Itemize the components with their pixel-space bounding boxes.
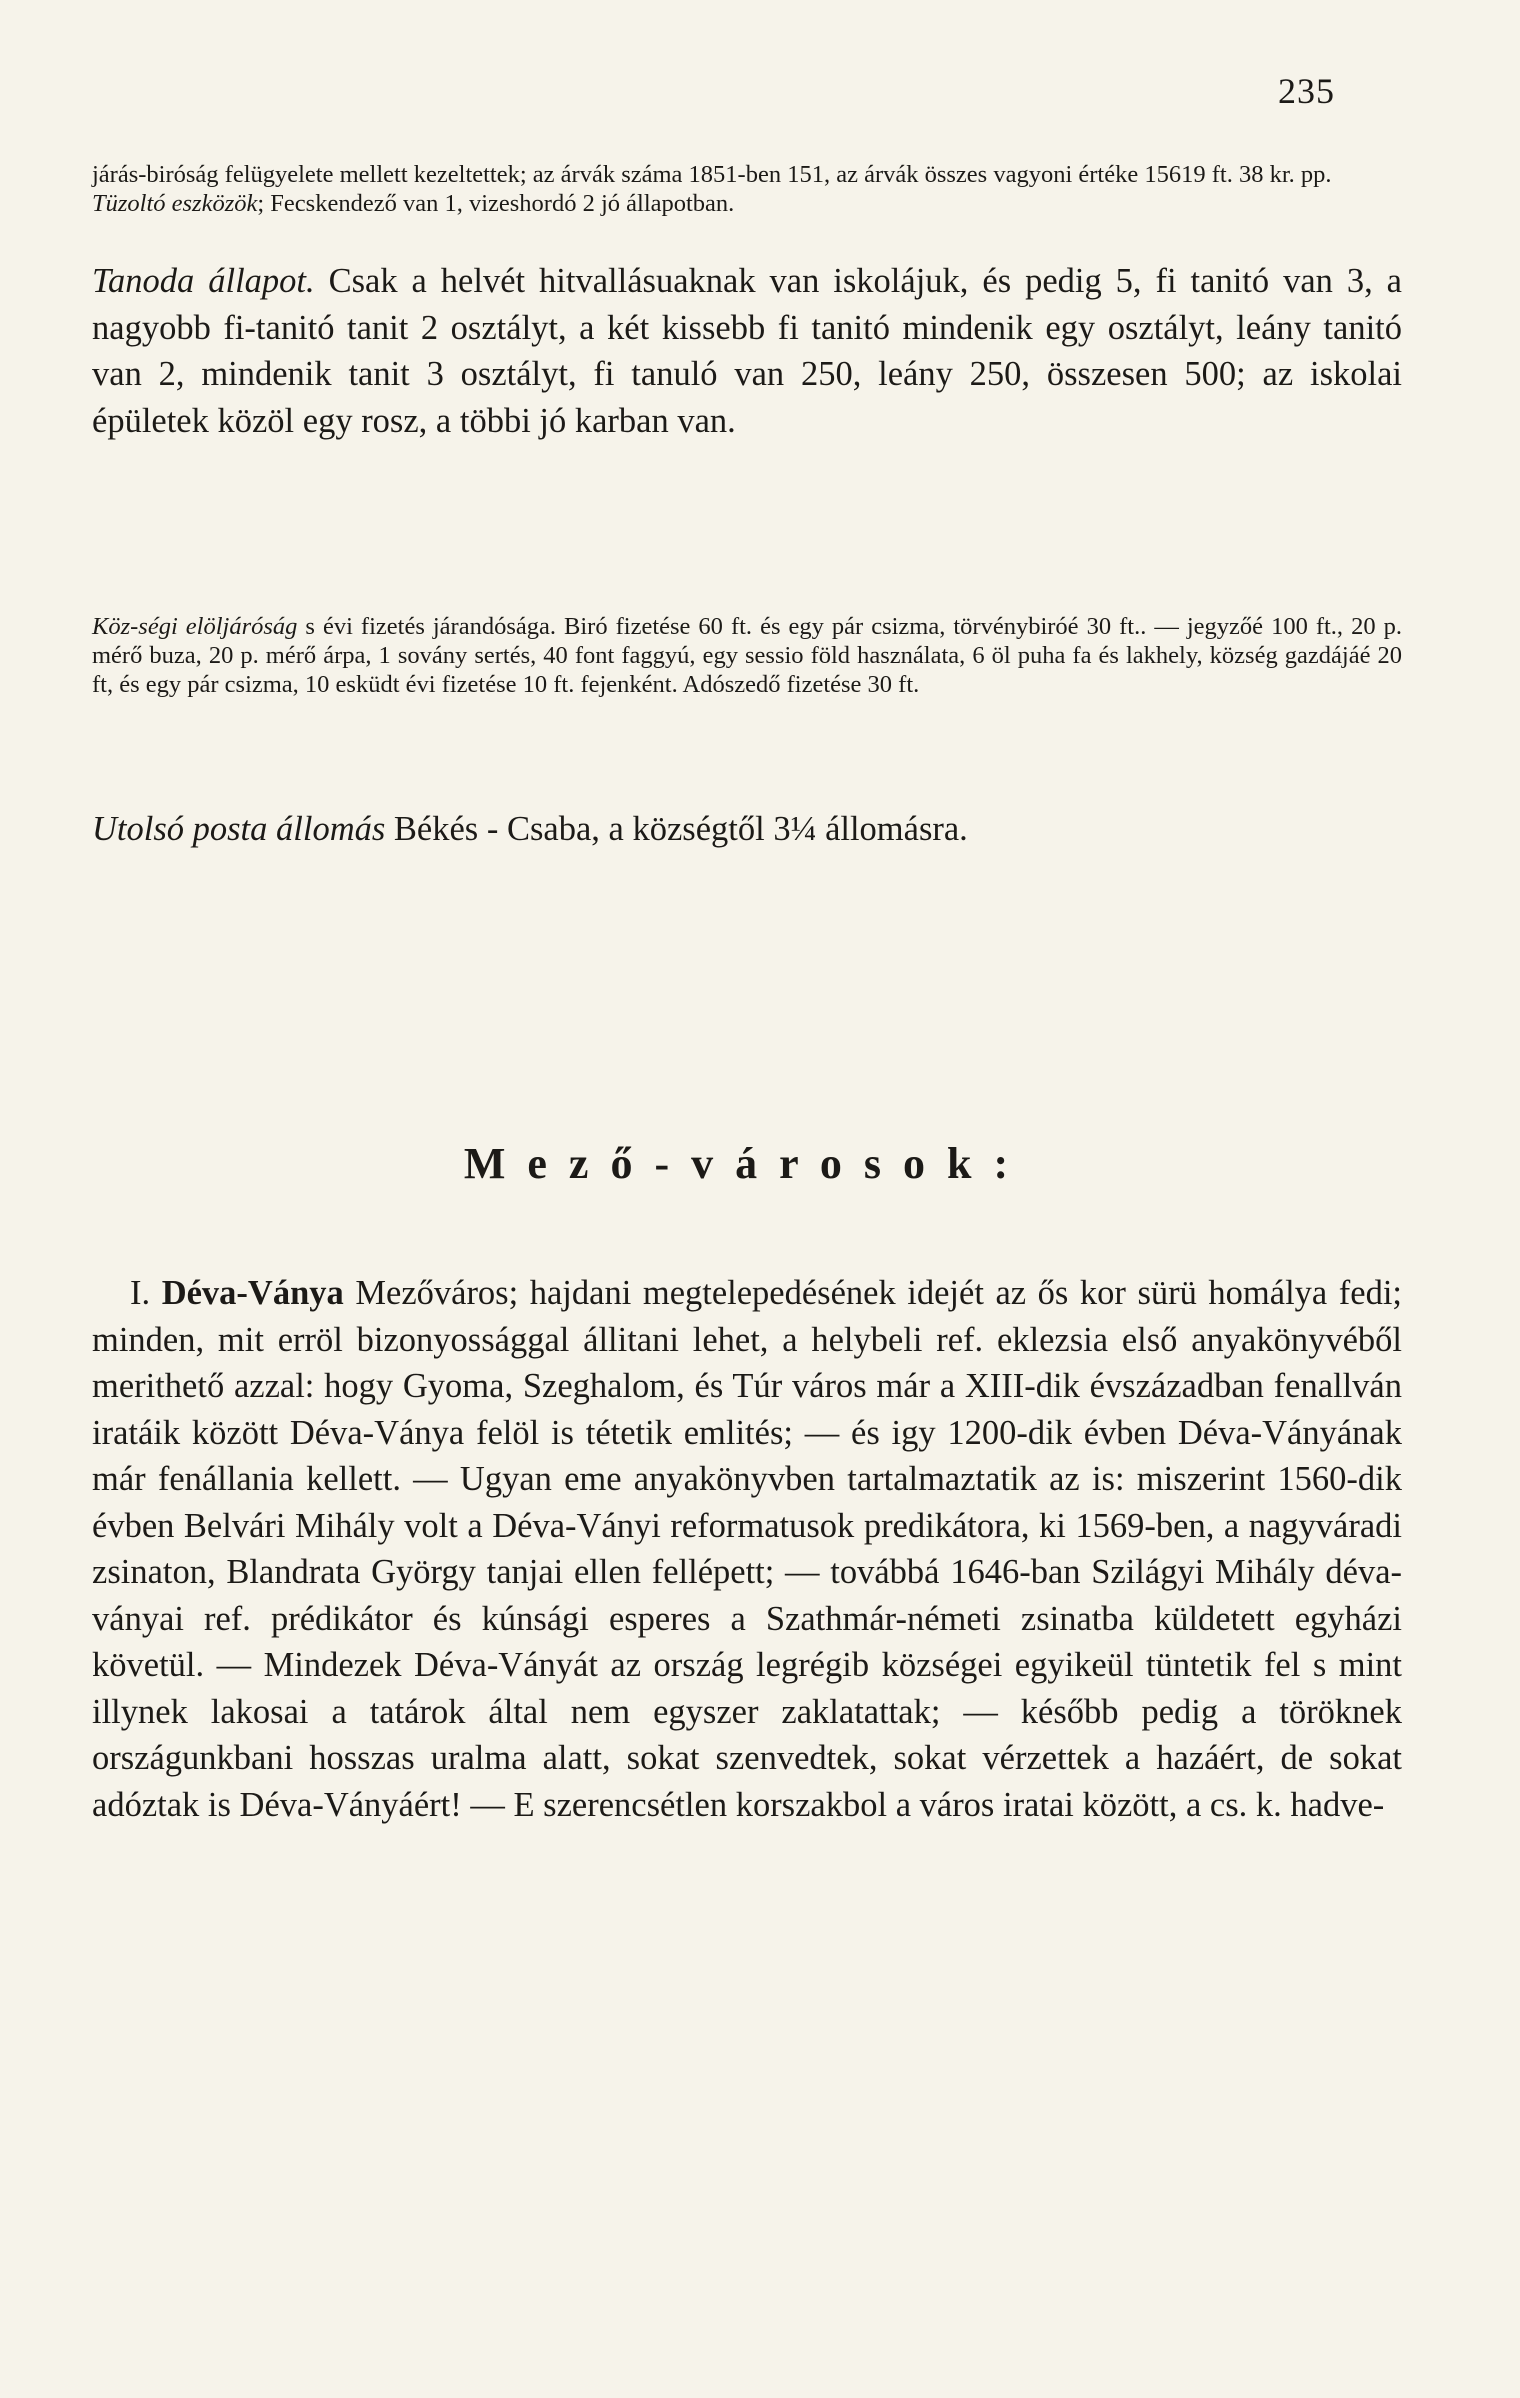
- deva-block: [92, 1270, 1402, 1828]
- fire-equipment-label: Tüzoltó eszközök: [92, 190, 258, 217]
- officials-paragraph: [92, 612, 1402, 699]
- post-label: Utolsó posta állomás: [92, 810, 386, 848]
- school-label: Tanoda állapot.: [92, 262, 315, 300]
- deva-paragraph: [92, 1270, 1402, 1828]
- officials-label: Köz-ségi elöljáróság: [92, 613, 298, 640]
- fire-equipment-text: ; Fecskendező van 1, vizeshordó 2 jó állapotban.: [257, 190, 735, 217]
- school-paragraph: [92, 258, 1402, 444]
- post-block: [92, 806, 1402, 853]
- school-text: Csak a helvét hitvallásuaknak van iskolájuk, és pedig 5, fi tanitó van 3, a nagyobb fi-tanitó tanit 2 osztályt, a két kissebb fi tanitó mindenik egy osztályt, leány tanitó van 2, mindenik tanit 3 osztályt, fi tanuló van 250, leány 250, összesen 500; az iskolai épületek közöl egy rosz, a többi jó karban van.: [92, 262, 1402, 440]
- fire-equipment-paragraph: [92, 189, 1402, 218]
- page-number: 235: [1278, 71, 1335, 111]
- section-heading: Mező-városok:: [463, 1139, 1031, 1188]
- school-block: [92, 258, 1402, 444]
- post-paragraph: [92, 806, 1402, 853]
- top-small-block: [92, 160, 1402, 218]
- deva-text: Mezőváros; hajdani megtelepedésének idejét az ős kor sürü homálya fedi; minden, mit erröl bizonyossággal állitani lehet, a helybeli ref. eklezsia első anyakönyvéből merithető azzal: hogy Gyoma, Szeghalom, és Túr város már a XIII-dik évszázadban fenallván iratáik között Déva-Ványa felöl is tétetik emlités; — és igy 1200-dik évben Déva-Ványának már fenállania kellett. — Ugyan eme anyakönyvben tartalmaztatik az is: miszerint 1560-dik évben Belvári Mihály volt a Déva-Ványi reformatusok predikátora, ki 1569-ben, a nagyváradi zsinaton, Blandrata György tanjai ellen fellépett; — továbbá 1646-ban Szilágyi Mihály déva-ványai ref. prédikátor és kúnsági esperes a Szathmár-németi zsinatba küldetett egyházi követül. — Mindezek Déva-Ványát az ország legrégib községei egyikeül tüntetik fel s mint illynek lakosai a tatárok által nem egyszer zaklatattak; — később pedig a töröknek országunkbani hosszas uralma alatt, sokat szenvedtek, sokat vérzettek a hazáért, de sokat adóztak is Déva-Ványáért! — E szerencsétlen korszakbol a város iratai között, a cs. k. hadve-: [92, 1274, 1402, 1824]
- orphans-paragraph: járás-biróság felügyelete mellett kezeltettek; az árvák száma 1851-ben 151, az árvák összes vagyoni értéke 15619 ft. 38 kr. pp.: [92, 161, 1332, 188]
- officials-block: [92, 612, 1402, 699]
- officials-text: s évi fizetés járandósága. Biró fizetése 60 ft. és egy pár csizma, törvénybiróé 30 ft.. — jegyzőé 100 ft., 20 p. mérő buza, 20 p. mérő árpa, 1 sovány sertés, 40 font faggyú, egy sessio föld használata, 6 öl puha fa és lakhely, község gazdájáé 20 ft, és egy pár csizma, 10 esküdt évi fizetése 10 ft. fejenként. Adószedő fizetése 30 ft.: [92, 613, 1402, 698]
- post-text: Békés - Csaba, a községtől 3¼ állomásra.: [385, 810, 968, 848]
- deva-name: Déva-Ványa: [161, 1274, 344, 1312]
- deva-prefix: I.: [130, 1274, 162, 1312]
